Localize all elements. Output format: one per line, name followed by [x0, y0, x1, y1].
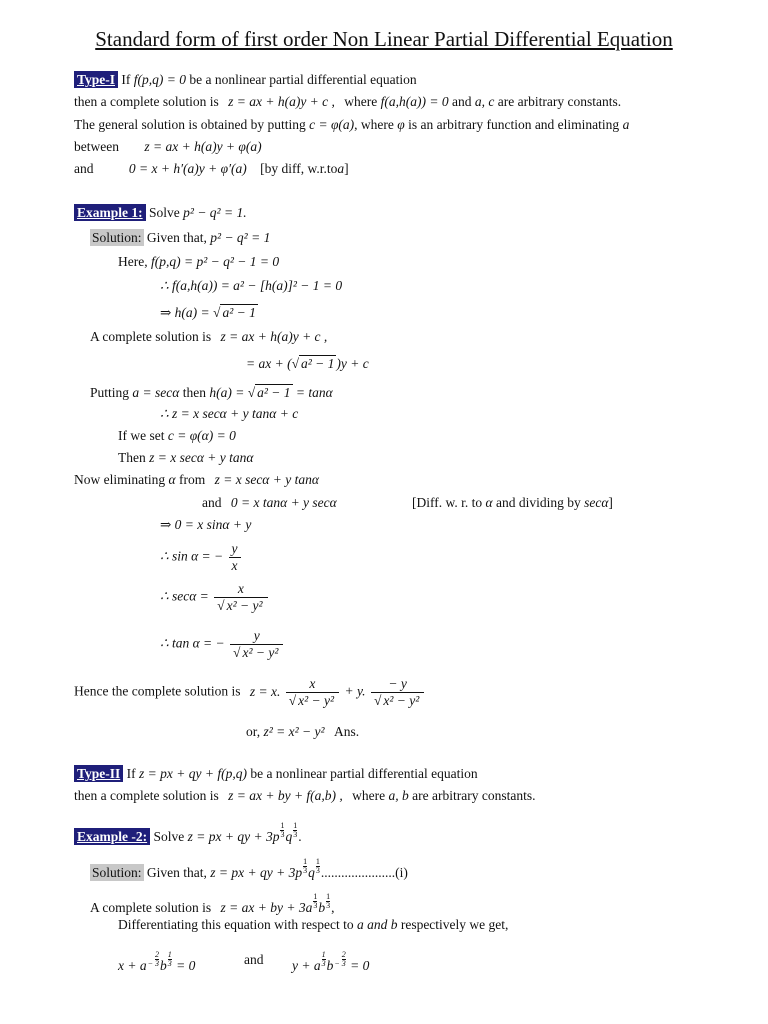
ex1-sin: ∴ sin α = − $\frac{y}{x}$: [160, 541, 243, 574]
ex1-diff-note: [Diff. w. r. to α and dividing by secα]: [412, 495, 613, 510]
ex1-therefore: ∴ f(a,h(a)) = a² − [h(a)]² − 1 = 0: [160, 278, 343, 293]
ex1-complete2: = ax + (√ a² − 1 )y + c: [246, 356, 369, 371]
solution-tag-2: Solution:: [92, 865, 142, 880]
ex1-sec: ∴ secα = $\frac{x}{\text{√ x² − y²}}$: [160, 581, 270, 614]
type1-line3: The general solution is obtained by putting c = φ(a), where φ is an arbitrary function and eliminating a: [74, 117, 630, 132]
ex1-tan: ∴ tan α = − $\frac{y}{\text{√ x² − y²}}$: [160, 628, 285, 661]
ex1-and: and 0 = x tanα + y secα: [202, 495, 337, 510]
ex2-given: Solution: Given that, z = px + qy + 3p $\frac{1}{3}$ q $\frac{1}{3}$ ......................(i): [92, 857, 408, 880]
ex1-implies2: ⇒ 0 = x sinα + y: [160, 517, 252, 532]
ex1-hence: Hence the complete solution is z = x. $\frac{x}{\text{√ x² − y²}}$ + y. $\frac{- y}{\text{√ x² − y²}}$: [74, 676, 426, 709]
ex2-eq1: x + a − $\frac{2}{3}$ b $\frac{1}{3}$ = 0: [118, 950, 196, 973]
ex1-h-of-a: ⇒ h(a) = √ a² − 1: [160, 305, 256, 320]
ex2-eq2: y + a $\frac{1}{3}$ b − $\frac{2}{3}$ = 0: [292, 950, 370, 973]
ex1-z1: ∴ z = x secα + y tanα + c: [160, 406, 299, 421]
type2-tag: Type-II: [74, 765, 123, 782]
type1-line2: then a complete solution is z = ax + h(a)y + c , where f(a,h(a)) = 0 and a, c are arbitrary constants.: [74, 94, 622, 109]
type1-line4: between z = ax + h(a)y + φ(a): [74, 139, 262, 154]
ex2-complete: A complete solution is z = ax + by + 3a $\frac{1}{3}$ b $\frac{1}{3}$ ,: [90, 892, 335, 915]
ex2-diff: Differentiating this equation with respect to a and b respectively we get,: [118, 917, 509, 932]
ex1-answer: or, z² = x² − y² Ans.: [246, 724, 360, 739]
example1-tag: Example 1:: [74, 204, 146, 221]
ex1-putting: Putting a = secα then h(a) = √ a² − 1 = tanα: [90, 385, 333, 400]
type1-line1: Type-I If f(p,q) = 0 be a nonlinear partial differential equation: [74, 71, 417, 89]
type2-line2: then a complete solution is z = ax + by + f(a,b) , where a, b are arbitrary constants.: [74, 788, 536, 803]
example2-line: Example -2: Solve z = px + qy + 3p $\frac{1}{3}$ q $\frac{1}{3}$ .: [74, 822, 302, 846]
solution-tag: Solution:: [92, 230, 142, 245]
example2-tag: Example -2:: [74, 828, 150, 845]
page-title: Standard form of first order Non Linear Partial Differential Equation: [95, 27, 673, 51]
ex1-then2: Then z = x secα + y tanα: [118, 450, 254, 465]
type2-line1: Type-II If z = px + qy + f(p,q) be a nonlinear partial differential equation: [74, 765, 478, 783]
ex2-and: and: [244, 952, 264, 967]
ex1-here: Here, f(p,q) = p² − q² − 1 = 0: [118, 254, 280, 269]
example1-line: Example 1: Solve p² − q² = 1.: [74, 204, 247, 222]
ex1-ifset: If we set c = φ(α) = 0: [118, 428, 236, 443]
type1-tag: Type-I: [74, 71, 118, 88]
ex1-given: Solution: Given that, p² − q² = 1: [92, 230, 271, 245]
ex1-noweli: Now eliminating α from z = x secα + y tanα: [74, 472, 319, 487]
type1-line5: and 0 = x + h′(a)y + φ′(a) [by diff, w.r.toa]: [74, 161, 349, 176]
ex1-complete: A complete solution is z = ax + h(a)y + c ,: [90, 329, 328, 344]
